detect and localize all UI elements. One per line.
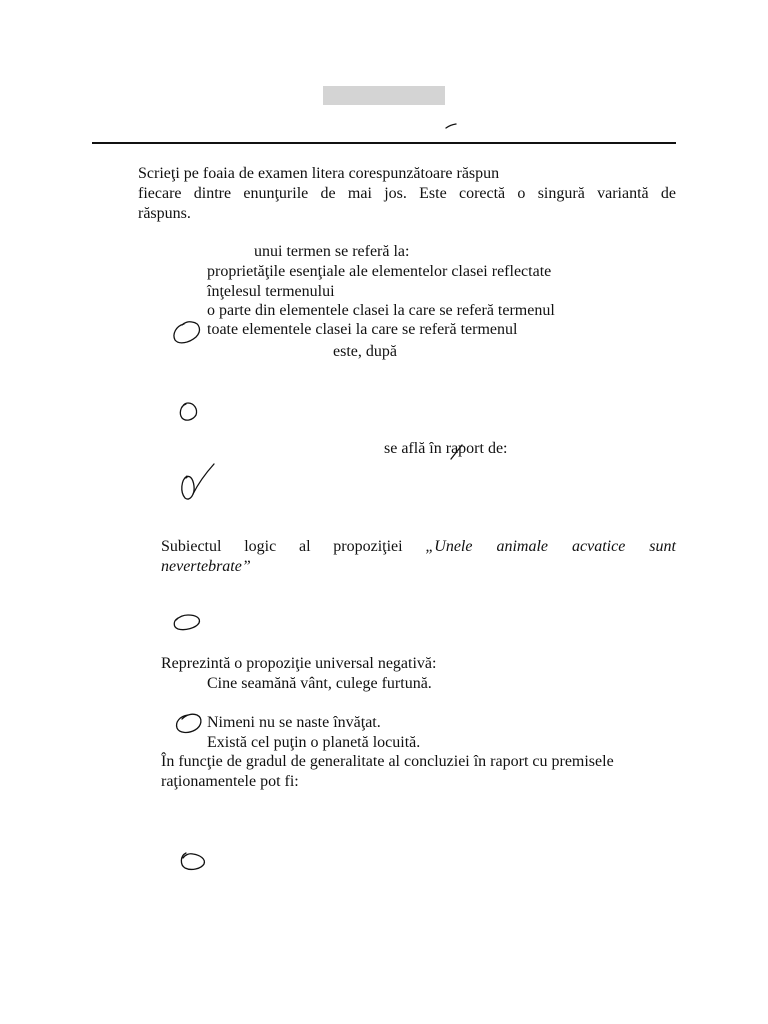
q4-word: propoziţiei xyxy=(333,538,403,555)
q1-option-d: toate elementele clasei la care se referă termenul xyxy=(207,321,518,338)
q4-word: Subiectul xyxy=(161,538,222,555)
q3-stem: se află în raport de: xyxy=(384,440,508,457)
intro-line-2: fiecare dintre enunţurile de mai jos. Este corectă o singură variantă de xyxy=(138,185,676,202)
handwritten-circle-mark xyxy=(176,400,200,424)
handwritten-circle-check-mark xyxy=(176,460,220,504)
intro-line-3: răspuns. xyxy=(138,205,191,222)
handwritten-circle-mark xyxy=(176,848,208,874)
handwritten-circle-mark xyxy=(170,320,204,346)
handwritten-circle-mark xyxy=(170,610,202,632)
pen-tick-mark xyxy=(444,121,458,131)
q2-stem: este, după xyxy=(333,343,397,360)
redacted-box xyxy=(323,86,445,105)
q4-quote-start: „Unele animale acvatice sunt xyxy=(425,538,676,555)
header-rule xyxy=(92,142,676,144)
handwritten-circle-mark xyxy=(172,712,206,736)
q1-option-c: o parte din elementele clasei la care se referă termenul xyxy=(207,302,555,319)
q4-word: al xyxy=(298,538,311,555)
q5-option-c: Există cel puţin o planetă locuită. xyxy=(207,734,421,751)
intro-line-1: Scrieţi pe foaia de examen litera corespunzătoare răspun xyxy=(138,165,500,182)
q1-option-a: proprietăţile esenţiale ale elementelor clasei reflectate xyxy=(207,263,552,280)
q5-stem: Reprezintă o propoziţie universal negativă: xyxy=(161,655,437,672)
pen-stroke-mark xyxy=(448,442,466,462)
q6-stem-line-2: raţionamentele pot fi: xyxy=(161,773,299,790)
q4-word: logic xyxy=(244,538,277,555)
q5-option-a: Cine seamănă vânt, culege furtună. xyxy=(207,675,432,692)
q5-option-b: Nimeni nu se naste învăţat. xyxy=(207,714,381,731)
q1-stem: unui termen se referă la: xyxy=(254,243,410,260)
q6-stem-line-1: În funcţie de gradul de generalitate al concluziei în raport cu premisele xyxy=(161,753,614,770)
q4-quote-end: nevertebrate” xyxy=(161,558,251,575)
q1-option-b: înţelesul termenului xyxy=(207,283,335,300)
q4-stem-line-1 xyxy=(161,537,676,557)
